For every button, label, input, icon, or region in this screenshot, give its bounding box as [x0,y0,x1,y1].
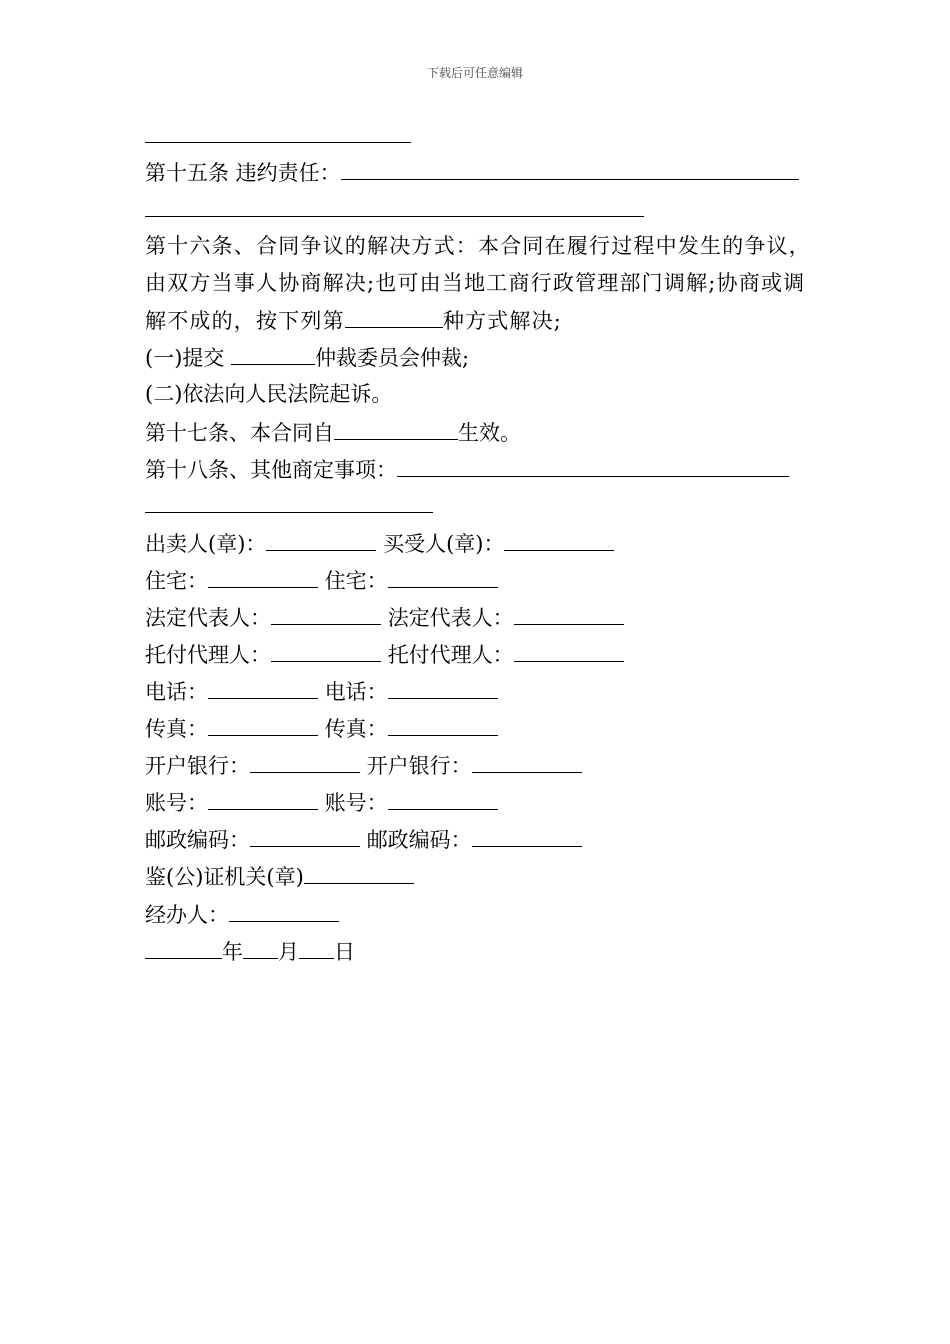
phone-label: 电话： [145,680,208,704]
year-label: 年 [222,940,243,964]
article-15-blank [341,158,799,180]
agent-label-2: 托付代理人： [387,643,514,667]
article-16-line2: 由双方当事人协商解决;也可由当地工商行政管理部门调解;协商或调 [145,271,806,295]
buyer-blank [504,529,614,551]
continuation-blank [145,142,411,143]
article-17 [145,418,521,446]
article-15-blank-line2 [145,216,644,217]
legal-rep-label-2: 法定代表人： [387,606,514,630]
account-label: 账号： [145,791,208,815]
buyer-phone-blank [388,677,498,699]
seller-account-blank [208,788,318,810]
option-1 [145,343,469,371]
handler-row [145,900,339,928]
buyer-bank-blank [472,751,582,773]
account-label-2: 账号： [324,791,388,815]
phone-label-2: 电话： [324,680,388,704]
bank-label-2: 开户银行： [366,754,472,778]
article-18-blank-line2 [145,512,433,513]
seller-bank-blank [250,751,360,773]
agent-label: 托付代理人： [145,643,271,667]
buyer-fax-blank [388,714,498,736]
postcode-row [145,825,582,853]
buyer-residence-blank [388,566,498,588]
residence-label-2: 住宅： [324,569,388,593]
article-16-line3-text: 解不成的，按下列第 [145,309,345,333]
phone-row [145,677,498,705]
fax-row [145,714,498,742]
option-1-prefix: (一)提交 [145,346,232,370]
year-blank [145,937,222,959]
month-label: 月 [278,940,299,964]
agent-row [145,640,624,668]
seller-postcode-blank [250,825,360,847]
buyer-label: 买受人(章)： [376,532,505,556]
bank-row [145,751,582,779]
residence-row [145,566,498,594]
seller-label: 出卖人(章)： [145,532,267,556]
buyer-account-blank [388,788,498,810]
method-number-blank [345,306,443,328]
arbitration-blank [231,343,315,365]
postcode-label-2: 邮政编码： [366,828,472,852]
fax-label: 传真： [145,717,208,741]
account-row [145,788,498,816]
fax-label-2: 传真： [324,717,388,741]
article-18-label: 第十八条、其他商定事项： [145,458,397,482]
postcode-label: 邮政编码： [145,828,250,852]
buyer-postcode-blank [472,825,582,847]
bank-label: 开户银行： [145,754,250,778]
day-blank [299,937,334,959]
article-18-blank [397,455,789,477]
article-15-label: 第十五条 违约责任： [145,161,341,185]
day-label: 日 [334,940,355,964]
notary-row [145,862,414,890]
seller-phone-blank [208,677,318,699]
notary-blank [304,862,414,884]
month-blank [243,937,278,959]
seller-legal-rep-blank [271,603,381,625]
article-16-line1: 第十六条、合同争议的解决方式：本合同在履行过程中发生的争议， [145,234,811,258]
seller-residence-blank [208,566,318,588]
article-15 [145,158,799,186]
residence-label: 住宅： [145,569,208,593]
legal-rep-label: 法定代表人： [145,606,271,630]
option-1-suffix: 仲裁委员会仲裁; [315,346,470,370]
handler-label: 经办人： [145,903,229,927]
article-17-suffix: 生效。 [458,421,521,445]
seller-blank [266,529,376,551]
notary-label: 鉴(公)证机关(章) [145,865,304,889]
article-18 [145,455,789,483]
seller-buyer-row [145,529,614,557]
option-2: (二)依法向人民法院起诉。 [145,382,393,406]
seller-agent-blank [271,640,381,662]
article-16-line3 [145,306,562,334]
effective-date-blank [334,418,458,440]
buyer-legal-rep-blank [514,603,624,625]
buyer-agent-blank [514,640,624,662]
page-header: 下载后可任意编辑 [426,66,523,80]
legal-rep-row [145,603,624,631]
article-16-line3-tail: 种方式解决; [442,309,563,333]
seller-fax-blank [208,714,318,736]
handler-blank [229,900,339,922]
article-17-prefix: 第十七条、本合同自 [145,421,334,445]
date-row [145,937,355,965]
